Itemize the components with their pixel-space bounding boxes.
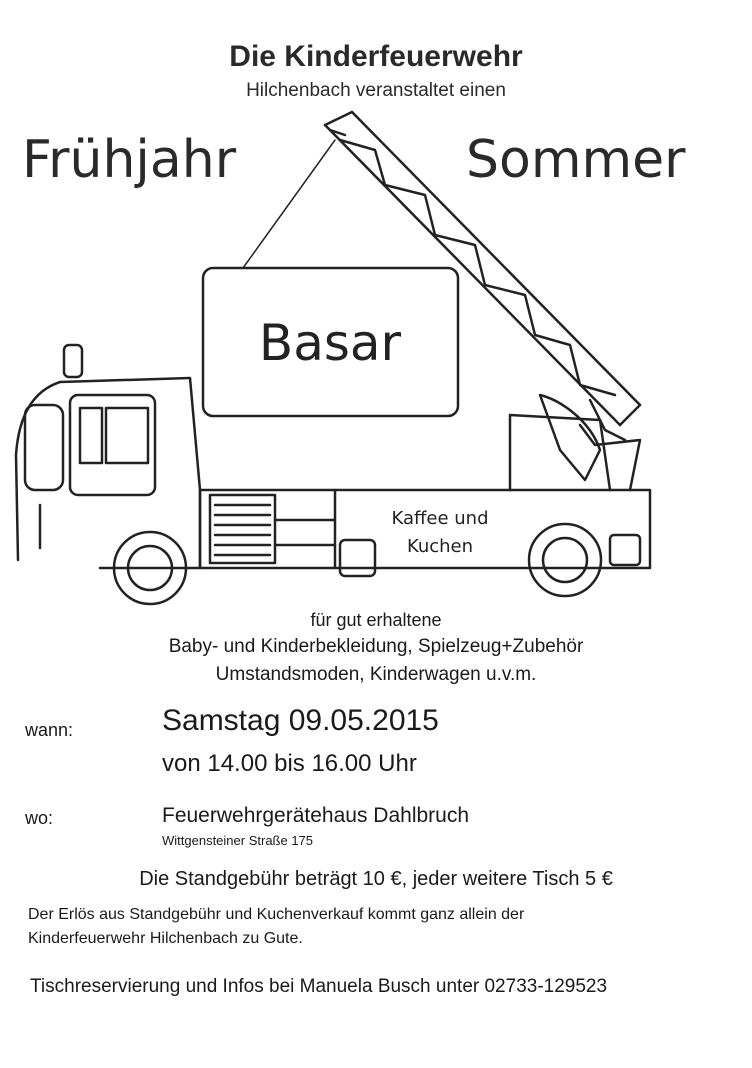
event-date: Samstag 09.05.2015 bbox=[162, 704, 439, 737]
event-time: von 14.00 bis 16.00 Uhr bbox=[162, 750, 417, 777]
event-street: Wittgensteiner Straße 175 bbox=[162, 833, 314, 848]
siren-light bbox=[64, 345, 82, 377]
rear-wheel bbox=[529, 524, 601, 596]
items-line-3: Umstandsmoden, Kinderwagen u.v.m. bbox=[215, 664, 537, 685]
sign-title: Basar bbox=[258, 314, 402, 372]
truck-text-line-2: Kuchen bbox=[406, 536, 474, 557]
proceeds-line-2: Kinderfeuerwehr Hilchenbach zu Gute. bbox=[28, 930, 303, 947]
when-label: wann: bbox=[25, 720, 74, 740]
headline-word-1: Frühjahr bbox=[22, 130, 237, 190]
where-label: wo: bbox=[25, 808, 54, 828]
fee-info: Die Standgebühr beträgt 10 €, jeder weitere Tisch 5 € bbox=[139, 868, 613, 890]
truck-text-line-1: Kaffee und bbox=[391, 508, 489, 529]
title-line-1: Die Kinderfeuerwehr bbox=[229, 40, 523, 73]
event-location: Feuerwehrgerätehaus Dahlbruch bbox=[162, 804, 470, 827]
items-line-1: für gut erhaltene bbox=[310, 610, 442, 630]
title-line-2: Hilchenbach veranstaltet einen bbox=[246, 80, 506, 101]
headline-word-2: Sommer bbox=[466, 130, 686, 190]
proceeds-line-1: Der Erlös aus Standgebühr und Kuchenverkauf kommt ganz allein der bbox=[28, 906, 525, 923]
contact-info: Tischreservierung und Infos bei Manuela Busch unter 02733-129523 bbox=[30, 976, 608, 997]
items-line-2: Baby- und Kinderbekleidung, Spielzeug+Zubehör bbox=[168, 636, 584, 657]
